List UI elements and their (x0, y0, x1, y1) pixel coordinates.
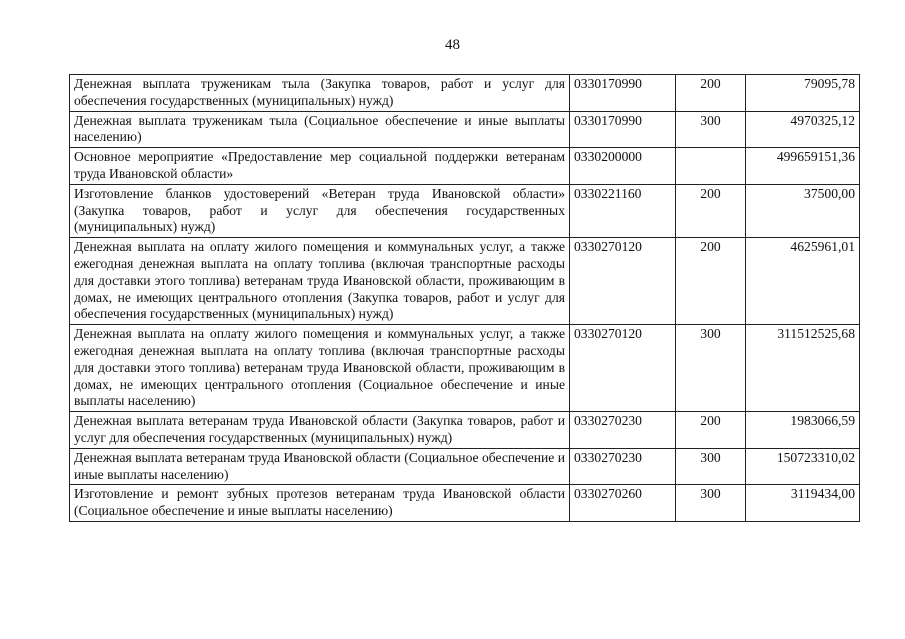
row-sum-cell: 150723310,02 (746, 448, 860, 485)
table-row (70, 184, 860, 237)
row-code-cell: 0330270230 (570, 412, 676, 449)
table-row (70, 148, 860, 185)
table-row (70, 448, 860, 485)
row-name-cell: Изготовление и ремонт зубных протезов ветеранам труда Ивановской области (Социальное обеспечение и иные выплаты населению) (70, 485, 570, 522)
row-name-cell: Изготовление бланков удостоверений «Ветеран труда Ивановской области» (Закупка товаров, работ и услуг для обеспечения государственных (муниципальных) нужд) (70, 184, 570, 237)
row-sum-cell: 4970325,12 (746, 111, 860, 148)
row-type-cell: 200 (676, 75, 746, 112)
budget-table (69, 74, 860, 522)
row-code-cell: 0330200000 (570, 148, 676, 185)
row-sum-cell: 499659151,36 (746, 148, 860, 185)
row-sum-cell: 3119434,00 (746, 485, 860, 522)
row-name-cell: Основное мероприятие «Предоставление мер социальной поддержки ветеранам труда Ивановской области» (70, 148, 570, 185)
table-row (70, 325, 860, 412)
row-sum-cell: 79095,78 (746, 75, 860, 112)
row-name-cell: Денежная выплата на оплату жилого помещения и коммунальных услуг, а также ежегодная денежная выплата на оплату топлива (включая транспортные расходы для доставки этого топлива) ветеранам труда Ивановской области, проживающим в домах, не имеющих центрального отопления (Социальное обеспечение и иные выплаты населению) (70, 325, 570, 412)
row-sum-cell: 4625961,01 (746, 238, 860, 325)
row-type-cell: 200 (676, 238, 746, 325)
row-type-cell: 200 (676, 412, 746, 449)
row-sum-cell: 311512525,68 (746, 325, 860, 412)
row-name-cell: Денежная выплата на оплату жилого помещения и коммунальных услуг, а также ежегодная денежная выплата на оплату топлива (включая транспортные расходы для доставки этого топлива) ветеранам труда Ивановской области, проживающим в домах, не имеющих центрального отопления (Закупка товаров, работ и услуг для обеспечения государственных (муниципальных) нужд) (70, 238, 570, 325)
row-type-cell: 300 (676, 325, 746, 412)
row-type-cell (676, 148, 746, 185)
row-code-cell: 0330170990 (570, 75, 676, 112)
table-row (70, 111, 860, 148)
row-type-cell: 300 (676, 448, 746, 485)
row-code-cell: 0330170990 (570, 111, 676, 148)
row-code-cell: 0330270120 (570, 238, 676, 325)
row-type-cell: 300 (676, 111, 746, 148)
row-code-cell: 0330221160 (570, 184, 676, 237)
table-row (70, 75, 860, 112)
row-type-cell: 200 (676, 184, 746, 237)
row-type-cell: 300 (676, 485, 746, 522)
row-code-cell: 0330270120 (570, 325, 676, 412)
row-sum-cell: 1983066,59 (746, 412, 860, 449)
row-name-cell: Денежная выплата ветеранам труда Ивановской области (Закупка товаров, работ и услуг для обеспечения государственных (муниципальных) нужд) (70, 412, 570, 449)
page-number: 48 (445, 37, 460, 53)
row-code-cell: 0330270260 (570, 485, 676, 522)
row-name-cell: Денежная выплата труженикам тыла (Социальное обеспечение и иные выплаты населению) (70, 111, 570, 148)
row-name-cell: Денежная выплата труженикам тыла (Закупка товаров, работ и услуг для обеспечения государственных (муниципальных) нужд) (70, 75, 570, 112)
table-row (70, 238, 860, 325)
row-sum-cell: 37500,00 (746, 184, 860, 237)
row-code-cell: 0330270230 (570, 448, 676, 485)
table-row (70, 485, 860, 522)
row-name-cell: Денежная выплата ветеранам труда Ивановской области (Социальное обеспечение и иные выплаты населению) (70, 448, 570, 485)
table-row (70, 412, 860, 449)
